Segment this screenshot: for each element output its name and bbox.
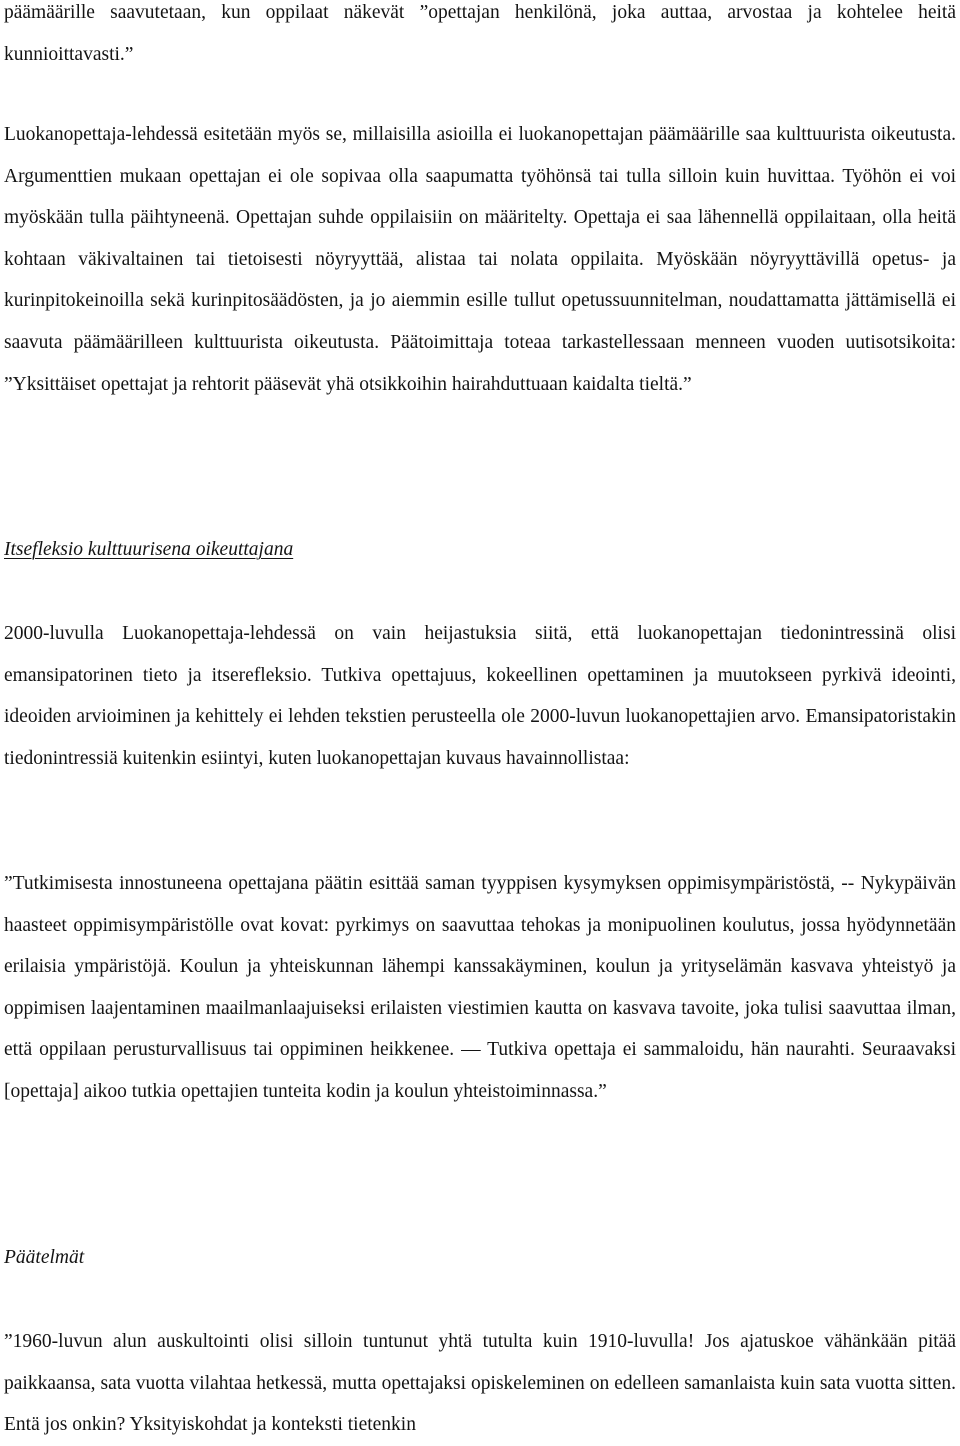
block-quote-teacher: ”Tutkimisesta innostuneena opettajana päätin esittää saman tyyppisen kysymyksen oppimisympäristöstä, -- Nykypäivän haasteet oppimisympäristölle ovat kovat: pyrkimys on saavuttaa tehokas ja monipuolinen koulutus, jossa hyödynnetään erilaisia ympäristöjä. Koulun ja yhteiskunnan lähempi kanssakäyminen, koulun ja yrityselämän kasvava yhteistyö ja oppimisen laajentaminen maailmanlaajuiseksi erilaisten viestimien kautta on kasvava tavoite, joka tulisi saavuttaa ilman, että oppilaan perusturvallisuus tai oppiminen heikkenee. — Tutkiva opettaja ei sammaloidu, hän naurahti. Seuraavaksi [opettaja] aikoo tutkia opettajien tunteita kodin ja koulun yhteistoiminnassa.” [4,873,956,1102]
paragraph-conclusions: ”1960-luvun alun auskultointi olisi silloin tuntunut yhtä tutulta kuin 1910-luvulla! Jos ajatuskoe vähänkään pitää paikkaansa, sata vuotta vilahtaa hetkessä, mutta opettajaksi opiskeleminen on edelleen samanlaista kuin sata vuotta sitten. Entä jos onkin? Yksityiskohdat ja konteksti tietenkin [4,1331,956,1436]
paragraph-teacher-respect: päämäärille saavutetaan, kun oppilaat näkevät ”opettajan henkilönä, joka auttaa, arvostaa ja kohtelee heitä kunnioittavasti.” [4,2,956,65]
paragraph-legitimacy: Luokanopettaja-lehdessä esitetään myös se, millaisilla asioilla ei luokanopettajan päämäärille saa kulttuurista oikeutusta. Argumenttien mukaan opettajan ei ole sopivaa olla saapumatta työhönsä tai tulla silloin kuin huvittaa. Työhön ei voi myöskään tulla päihtyneenä. Opettajan suhde oppilaisiin on määritelty. Opettaja ei saa lähennellä oppilaitaan, olla heitä kohtaan väkivaltainen tai tietoisesti nöyryyttää, alistaa tai nolata oppilaita. Myöskään nöyryyttävillä opetus- ja kurinpitokeinoilla sekä kurinpitosäädösten, ja jo aiemmin esille tullut opetussuunnitelman, noudattamatta jättämisellä ei saavuta päämäärilleen kulttuurista oikeutusta. Päätoimittaja toteaa tarkastellessaan menneen vuoden uutisotsikoita: ”Yksittäiset opettajat ja rehtorit pääsevät yhä otsikkoihin hairahduttuaan kaidalta tieltä.” [4,124,956,395]
section-heading-paatelmat: Päätelmät [4,1247,85,1268]
paragraph-emancipatory: 2000-luvulla Luokanopettaja-lehdessä on vain heijastuksia siitä, että luokanopettajan tiedonintressinä olisi emansipatorinen tieto ja itserefleksio. Tutkiva opettajuus, kokeellinen opettaminen ja muutokseen pyrkivä ideointi, ideoiden arvioiminen ja kehittely ei lehden tekstien perusteella ole 2000-luvun luokanopettajien arvo. Emansipatoristakin tiedonintressiä kuitenkin esiintyi, kuten luokanopettajan kuvaus havainnollistaa: [4,623,956,769]
section-heading-itsefleksio: Itsefleksio kulttuurisena oikeuttajana [4,539,294,560]
